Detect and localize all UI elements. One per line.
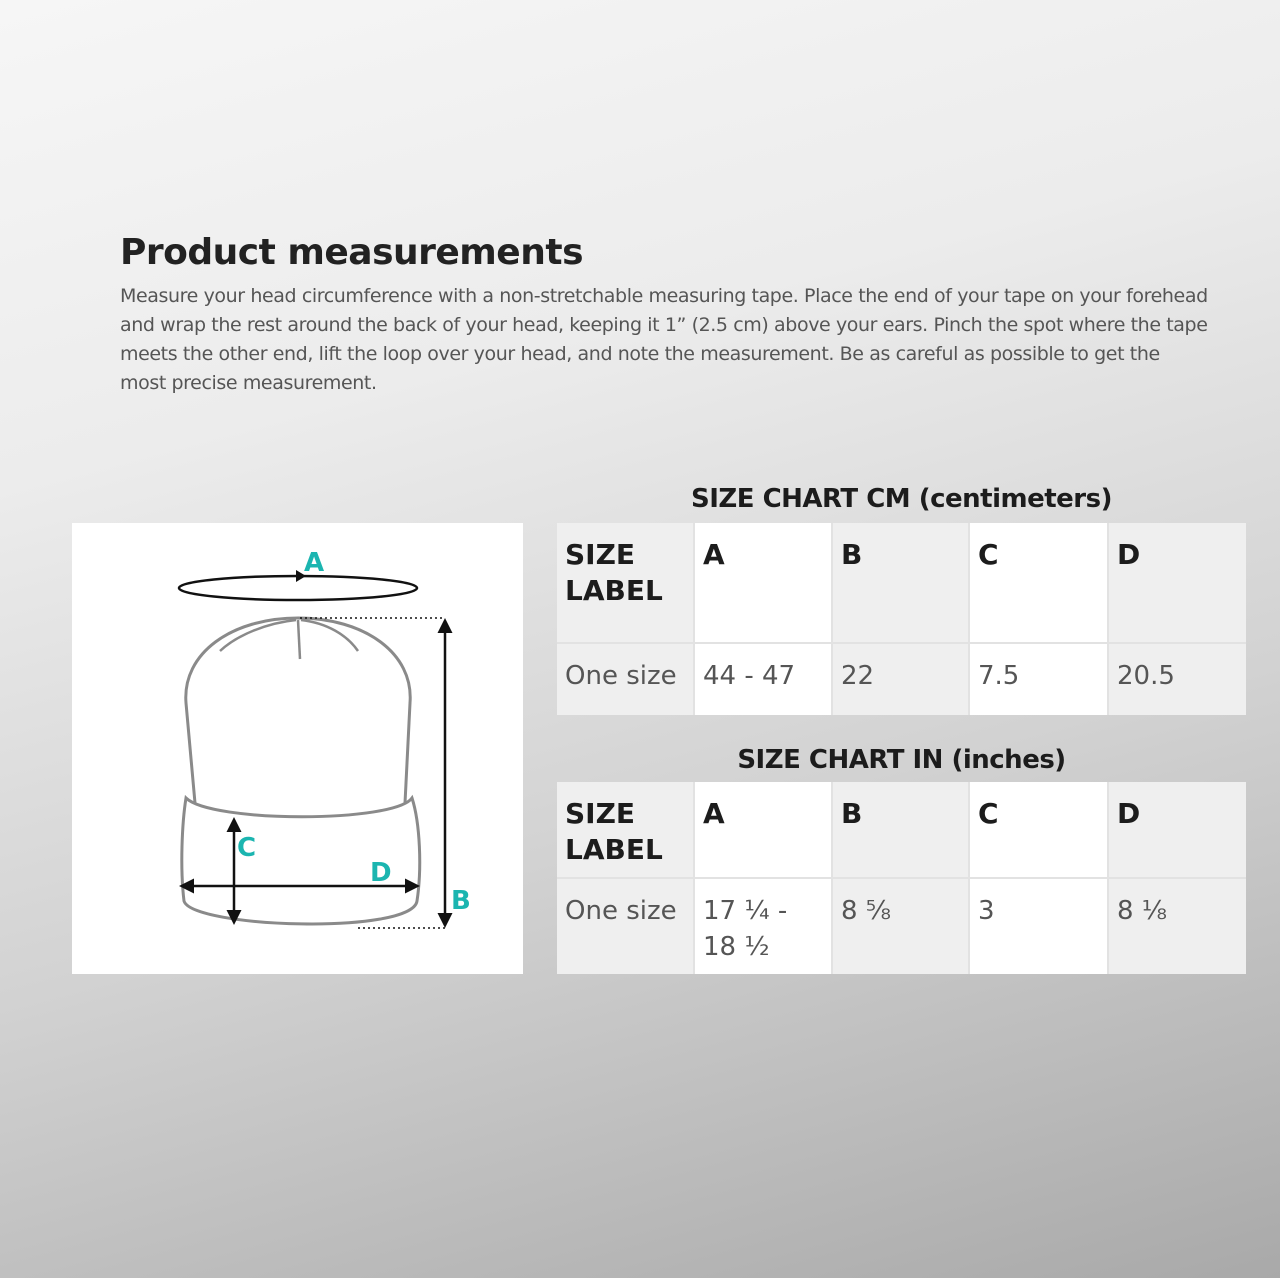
page-title: Product measurements xyxy=(120,232,583,273)
header-c: C xyxy=(969,782,1108,878)
measuring-instructions: Measure your head circumference with a non-stretchable measuring tape. Place the end of your tape on your forehead and wrap the rest around the back of your head, keeping it 1” (2.5 cm) above your ears. Pinch the spot where the tape meets the other end, lift the loop over your head, and note the measurement. Be as careful as possible to get the most precise measurement. xyxy=(120,285,1208,394)
size-chart-cm xyxy=(557,523,1246,715)
table-header-row xyxy=(557,782,1246,878)
cell-a: 17 ¼ - 18 ½ xyxy=(694,878,832,974)
cell-c: 7.5 xyxy=(969,643,1108,715)
crown-seam-center xyxy=(298,620,300,659)
label-d: D xyxy=(370,858,392,888)
table-row xyxy=(557,878,1246,974)
header-b: B xyxy=(832,523,969,643)
cell-b: 22 xyxy=(832,643,969,715)
cell-size-label: One size xyxy=(557,643,694,715)
header-size-label: SIZE LABEL xyxy=(557,782,694,878)
beanie-measurement-diagram xyxy=(72,523,523,974)
crown-seam-left xyxy=(220,620,296,651)
table-header-row xyxy=(557,523,1246,643)
header-a: A xyxy=(694,782,832,878)
cell-b: 8 ⅝ xyxy=(832,878,969,974)
label-b: B xyxy=(451,886,471,916)
cell-size-label: One size xyxy=(557,878,694,974)
header-d: D xyxy=(1108,523,1246,643)
header-d: D xyxy=(1108,782,1246,878)
size-chart-in-title: SIZE CHART IN (inches) xyxy=(737,745,1066,775)
beanie-crown xyxy=(186,618,410,803)
size-chart-in xyxy=(557,782,1246,974)
cell-a: 44 - 47 xyxy=(694,643,832,715)
cell-d: 8 ⅛ xyxy=(1108,878,1246,974)
size-chart-cm-title: SIZE CHART CM (centimeters) xyxy=(691,484,1112,514)
header-b: B xyxy=(832,782,969,878)
header-c: C xyxy=(969,523,1108,643)
label-c: C xyxy=(237,833,257,863)
header-a: A xyxy=(694,523,832,643)
cell-d: 20.5 xyxy=(1108,643,1246,715)
header-size-label: SIZE LABEL xyxy=(557,523,694,643)
table-row xyxy=(557,643,1246,715)
cell-c: 3 xyxy=(969,878,1108,974)
label-a: A xyxy=(304,548,325,578)
